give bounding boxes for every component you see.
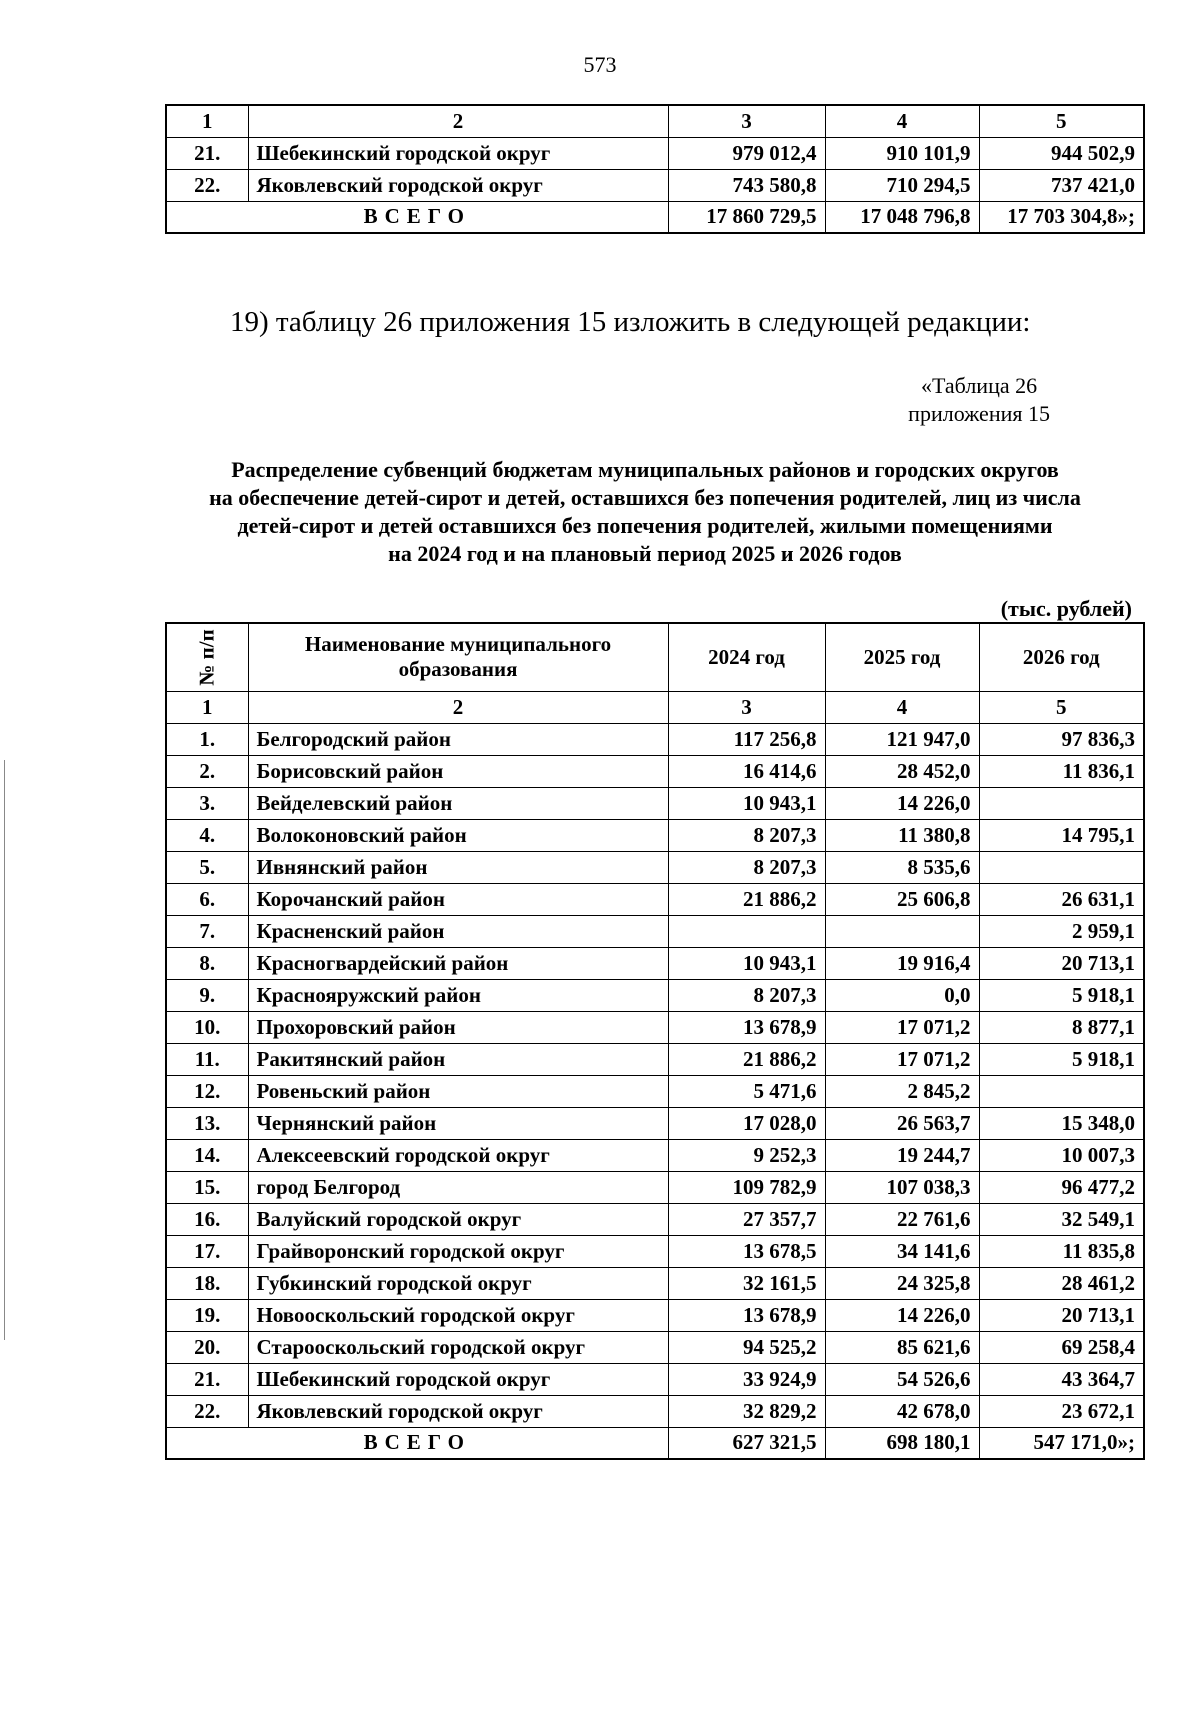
total-2024: 627 321,5 (668, 1427, 825, 1459)
value-2026: 20 713,1 (979, 1299, 1144, 1331)
col-number: 5 (979, 105, 1144, 137)
value-2024: 8 207,3 (668, 851, 825, 883)
table-reference-line: приложения 15 (908, 401, 1050, 426)
value-2024: 32 829,2 (668, 1395, 825, 1427)
value-2024: 21 886,2 (668, 1043, 825, 1075)
header-name: Наименование муниципального образования (248, 623, 668, 691)
row-name: Краснояружский район (248, 979, 668, 1011)
row-name: Валуйский городской округ (248, 1203, 668, 1235)
table-row (166, 851, 1144, 883)
table-row (166, 1331, 1144, 1363)
value-2024: 17 028,0 (668, 1107, 825, 1139)
value-2024: 9 252,3 (668, 1139, 825, 1171)
value-2025: 26 563,7 (825, 1107, 979, 1139)
value-2024: 27 357,7 (668, 1203, 825, 1235)
value-2025: 0,0 (825, 979, 979, 1011)
row-name: Вейделевский район (248, 787, 668, 819)
value-2025: 11 380,8 (825, 819, 979, 851)
table-row (166, 883, 1144, 915)
value-2024 (668, 915, 825, 947)
value-2026: 26 631,1 (979, 883, 1144, 915)
header-row (166, 623, 1144, 691)
value-2026: 43 364,7 (979, 1363, 1144, 1395)
row-number: 2. (166, 755, 248, 787)
scan-margin-line (4, 760, 5, 1340)
value-3: 743 580,8 (668, 169, 825, 201)
total-label: ВСЕГО (166, 1427, 668, 1459)
row-name: Старооскольский городской округ (248, 1331, 668, 1363)
value-2025: 42 678,0 (825, 1395, 979, 1427)
value-2026: 10 007,3 (979, 1139, 1144, 1171)
value-2025: 85 621,6 (825, 1331, 979, 1363)
value-2025: 14 226,0 (825, 1299, 979, 1331)
value-2025: 17 071,2 (825, 1011, 979, 1043)
row-number: 1. (166, 723, 248, 755)
total-4: 17 048 796,8 (825, 201, 979, 233)
row-name: Корочанский район (248, 883, 668, 915)
table-row (166, 1139, 1144, 1171)
header-2025: 2025 год (825, 623, 979, 691)
row-name: Шебекинский городской округ (248, 137, 668, 169)
value-2025: 34 141,6 (825, 1235, 979, 1267)
row-number: 3. (166, 787, 248, 819)
document-title (150, 456, 1140, 568)
value-2024: 10 943,1 (668, 947, 825, 979)
value-2025: 22 761,6 (825, 1203, 979, 1235)
table-row (166, 1299, 1144, 1331)
row-number: 15. (166, 1171, 248, 1203)
table-row (166, 755, 1144, 787)
row-name: Губкинский городской округ (248, 1267, 668, 1299)
table-row (166, 1075, 1144, 1107)
value-2024: 13 678,5 (668, 1235, 825, 1267)
row-name: Ивнянский район (248, 851, 668, 883)
value-2024: 8 207,3 (668, 979, 825, 1011)
table-row (166, 979, 1144, 1011)
value-2026 (979, 1075, 1144, 1107)
value-2025: 19 916,4 (825, 947, 979, 979)
value-4: 710 294,5 (825, 169, 979, 201)
value-2026: 5 918,1 (979, 1043, 1144, 1075)
value-2025: 19 244,7 (825, 1139, 979, 1171)
row-name: Белгородский район (248, 723, 668, 755)
table-row (166, 819, 1144, 851)
col-number: 2 (248, 105, 668, 137)
value-2024: 109 782,9 (668, 1171, 825, 1203)
row-number: 16. (166, 1203, 248, 1235)
value-2026: 32 549,1 (979, 1203, 1144, 1235)
row-name: Прохоровский район (248, 1011, 668, 1043)
value-2026: 28 461,2 (979, 1267, 1144, 1299)
amendment-instruction: 19) таблицу 26 приложения 15 изложить в следующей редакции: (230, 306, 1031, 338)
row-number: 14. (166, 1139, 248, 1171)
row-number: 18. (166, 1267, 248, 1299)
col-number: 1 (166, 105, 248, 137)
value-2024: 117 256,8 (668, 723, 825, 755)
row-name: Алексеевский городской округ (248, 1139, 668, 1171)
value-3: 979 012,4 (668, 137, 825, 169)
value-2025: 54 526,6 (825, 1363, 979, 1395)
row-name: Волоконовский район (248, 819, 668, 851)
table-row (166, 169, 1144, 201)
row-number: 5. (166, 851, 248, 883)
row-name: Чернянский район (248, 1107, 668, 1139)
total-3: 17 860 729,5 (668, 201, 825, 233)
table-row (166, 723, 1144, 755)
total-row (166, 201, 1144, 233)
total-5: 17 703 304,8»; (979, 201, 1144, 233)
value-2024: 13 678,9 (668, 1011, 825, 1043)
value-2025: 8 535,6 (825, 851, 979, 883)
value-2024: 33 924,9 (668, 1363, 825, 1395)
value-2026: 5 918,1 (979, 979, 1144, 1011)
page-number: 573 (583, 52, 617, 77)
row-number: 6. (166, 883, 248, 915)
row-number: 13. (166, 1107, 248, 1139)
row-name: Шебекинский городской округ (248, 1363, 668, 1395)
title-line: на обеспечение детей-сирот и детей, оставшихся без попечения родителей, лиц из числа (209, 485, 1081, 510)
row-number: 21. (166, 137, 248, 169)
row-name: Грайворонский городской округ (248, 1235, 668, 1267)
col-number: 4 (825, 691, 979, 723)
header-number (166, 623, 248, 691)
row-number: 7. (166, 915, 248, 947)
row-name: город Белгород (248, 1171, 668, 1203)
value-2024: 13 678,9 (668, 1299, 825, 1331)
row-number: 12. (166, 1075, 248, 1107)
value-2026 (979, 787, 1144, 819)
row-name: Борисовский район (248, 755, 668, 787)
units-label: (тыс. рублей) (1000, 596, 1132, 621)
value-5: 944 502,9 (979, 137, 1144, 169)
row-name: Яковлевский городской округ (248, 1395, 668, 1427)
value-2026: 97 836,3 (979, 723, 1144, 755)
value-5: 737 421,0 (979, 169, 1144, 201)
value-2024: 32 161,5 (668, 1267, 825, 1299)
table-row (166, 1011, 1144, 1043)
table-row (166, 1171, 1144, 1203)
row-number: 4. (166, 819, 248, 851)
value-2026: 8 877,1 (979, 1011, 1144, 1043)
header-2024: 2024 год (668, 623, 825, 691)
table-row (166, 787, 1144, 819)
col-number: 3 (668, 105, 825, 137)
table-row (166, 1043, 1144, 1075)
row-number: 10. (166, 1011, 248, 1043)
title-line: на 2024 год и на плановый период 2025 и 2026 годов (388, 541, 902, 566)
row-number: 22. (166, 169, 248, 201)
row-number: 17. (166, 1235, 248, 1267)
row-name: Красногвардейский район (248, 947, 668, 979)
value-4: 910 101,9 (825, 137, 979, 169)
table-row (166, 1267, 1144, 1299)
row-name: Ракитянский район (248, 1043, 668, 1075)
table-reference-line: «Таблица 26 (921, 373, 1038, 398)
value-2026: 11 835,8 (979, 1235, 1144, 1267)
value-2024: 21 886,2 (668, 883, 825, 915)
title-line: Распределение субвенций бюджетам муниципальных районов и городских округов (231, 457, 1059, 482)
column-number-row (166, 105, 1144, 137)
value-2024: 10 943,1 (668, 787, 825, 819)
value-2026: 23 672,1 (979, 1395, 1144, 1427)
total-label: ВСЕГО (166, 201, 668, 233)
table-row (166, 1203, 1144, 1235)
table-row (166, 1107, 1144, 1139)
continued-table (165, 104, 1145, 234)
row-number: 20. (166, 1331, 248, 1363)
value-2025: 25 606,8 (825, 883, 979, 915)
row-number: 11. (166, 1043, 248, 1075)
value-2026: 14 795,1 (979, 819, 1144, 851)
column-number-row (166, 691, 1144, 723)
total-2026: 547 171,0»; (979, 1427, 1144, 1459)
table-row (166, 947, 1144, 979)
value-2024: 16 414,6 (668, 755, 825, 787)
total-2025: 698 180,1 (825, 1427, 979, 1459)
row-name: Ровеньский район (248, 1075, 668, 1107)
value-2025: 17 071,2 (825, 1043, 979, 1075)
table-row (166, 1395, 1144, 1427)
table-row (166, 137, 1144, 169)
row-number: 19. (166, 1299, 248, 1331)
row-name: Красненский район (248, 915, 668, 947)
value-2026: 2 959,1 (979, 915, 1144, 947)
value-2024: 5 471,6 (668, 1075, 825, 1107)
value-2026: 96 477,2 (979, 1171, 1144, 1203)
table-reference (908, 372, 1050, 428)
row-number: 9. (166, 979, 248, 1011)
table-row (166, 915, 1144, 947)
value-2024: 8 207,3 (668, 819, 825, 851)
value-2026: 20 713,1 (979, 947, 1144, 979)
value-2025: 2 845,2 (825, 1075, 979, 1107)
table-row (166, 1363, 1144, 1395)
col-number: 1 (166, 691, 248, 723)
row-number: 8. (166, 947, 248, 979)
table-row (166, 1235, 1144, 1267)
distribution-table (165, 622, 1145, 1460)
row-name: Новооскольский городской округ (248, 1299, 668, 1331)
value-2026: 11 836,1 (979, 755, 1144, 787)
row-number: 21. (166, 1363, 248, 1395)
col-number: 5 (979, 691, 1144, 723)
title-line: детей-сирот и детей оставшихся без попечения родителей, жилыми помещениями (237, 513, 1053, 538)
header-number-text: № п/п (194, 629, 219, 686)
value-2024: 94 525,2 (668, 1331, 825, 1363)
row-name: Яковлевский городской округ (248, 169, 668, 201)
value-2025: 121 947,0 (825, 723, 979, 755)
value-2025: 28 452,0 (825, 755, 979, 787)
col-number: 2 (248, 691, 668, 723)
value-2025 (825, 915, 979, 947)
value-2025: 14 226,0 (825, 787, 979, 819)
value-2025: 107 038,3 (825, 1171, 979, 1203)
value-2026: 15 348,0 (979, 1107, 1144, 1139)
col-number: 3 (668, 691, 825, 723)
value-2026: 69 258,4 (979, 1331, 1144, 1363)
col-number: 4 (825, 105, 979, 137)
total-row (166, 1427, 1144, 1459)
value-2026 (979, 851, 1144, 883)
value-2025: 24 325,8 (825, 1267, 979, 1299)
header-2026: 2026 год (979, 623, 1144, 691)
row-number: 22. (166, 1395, 248, 1427)
